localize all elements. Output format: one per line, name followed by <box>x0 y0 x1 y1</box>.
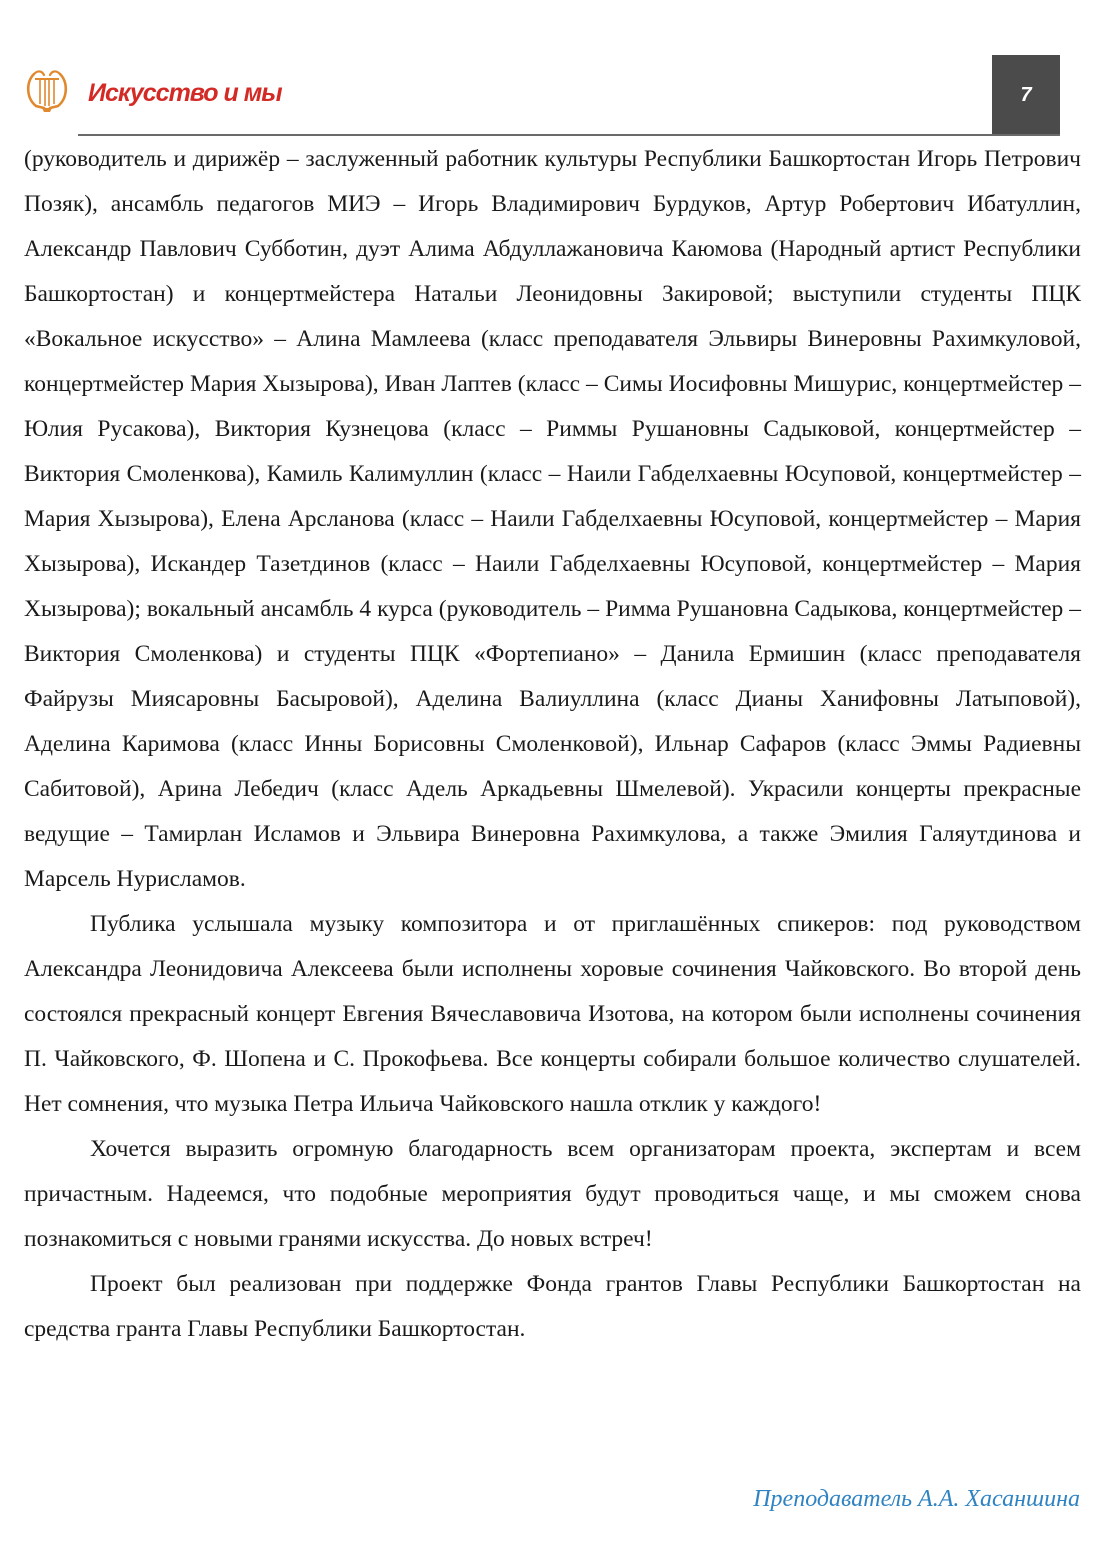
article-paragraph-2: Публика услышала музыку композитора и от приглашённых спикеров: под руководством Александра Леонидовича Алексеева были исполнены хоровые сочинения Чайковского. Во второй день состоялся прекрасный концерт Евгения Вячеславовича Изотова, на котором были исполнены сочинения П. Чайковского, Ф. Шопена и С. Прокофьева. Все концерты собирали большое количество слушателей. Нет сомнения, что музыка Петра Ильича Чайковского нашла отклик у каждого! <box>24 911 1081 1117</box>
magazine-title: Искусство и мы <box>88 79 282 107</box>
page-number: 7 <box>992 55 1060 135</box>
lyre-logo-icon <box>22 64 72 114</box>
article-paragraph-4: Проект был реализован при поддержке Фонда грантов Главы Республики Башкортостан на средства гранта Главы Республики Башкортостан. <box>24 1271 1081 1342</box>
article-body <box>24 137 1081 1352</box>
article-paragraph-1: (руководитель и дирижёр – заслуженный работник культуры Республики Башкортостан Игорь Петрович Позяк), ансамбль педагогов МИЭ – Игорь Владимирович Бурдуков, Артур Робертович Ибатуллин, Александр Павлович Субботин, дуэт Алима Абдуллажановича Каюмова (Народный артист Республики Башкортостан) и концертмейстера Натальи Леонидовны Закировой; выступили студенты ПЦК «Вокальное искусство» – Алина Мамлеева (класс преподавателя Эльвиры Винеровны Рахимкуловой, концертмейстер Мария Хызырова), Иван Лаптев (класс – Симы Иосифовны Мишурис, концертмейстер – Юлия Русакова), Виктория Кузнецова (класс – Риммы Рушановны Садыковой, концертмейстер – Виктория Смоленкова), Камиль Калимуллин (класс – Наили Габделхаевны Юсуповой, концертмейстер – Мария Хызырова), Елена Арсланова (класс – Наили Габделхаевны Юсуповой, концертмейстер – Мария Хызырова), Искандер Тазетдинов (класс – Наили Габделхаевны Юсуповой, концертмейстер – Мария Хызырова); вокальный ансамбль 4 курса (руководитель – Римма Рушановна Садыкова, концертмейстер – Виктория Смоленкова) и студенты ПЦК «Фортепиано» – Данила Ермишин (класс преподавателя Файрузы Миясаровны Басыровой), Аделина Валиуллина (класс Дианы Ханифовны Латыповой), Аделина Каримова (класс Инны Борисовны Смоленковой), Ильнар Сафаров (класс Эммы Радиевны Сабитовой), Арина Лебедич (класс Адель Аркадьевны Шмелевой). Украсили концерты прекрасные ведущие – Тамирлан Исламов и Эльвира Винеровна Рахимкулова, а также Эмилия Галяутдинова и Марсель Нурисламов. <box>24 146 1081 892</box>
author-signature: Преподаватель А.А. Хасаншина <box>753 1486 1080 1512</box>
page-header <box>0 0 1104 140</box>
header-divider <box>78 134 1060 136</box>
article-paragraph-3: Хочется выразить огромную благодарность всем организаторам проекта, экспертам и всем причастным. Надеемся, что подобные мероприятия будут проводиться чаще, и мы сможем снова познакомиться с новыми гранями искусства. До новых встреч! <box>24 1136 1081 1252</box>
